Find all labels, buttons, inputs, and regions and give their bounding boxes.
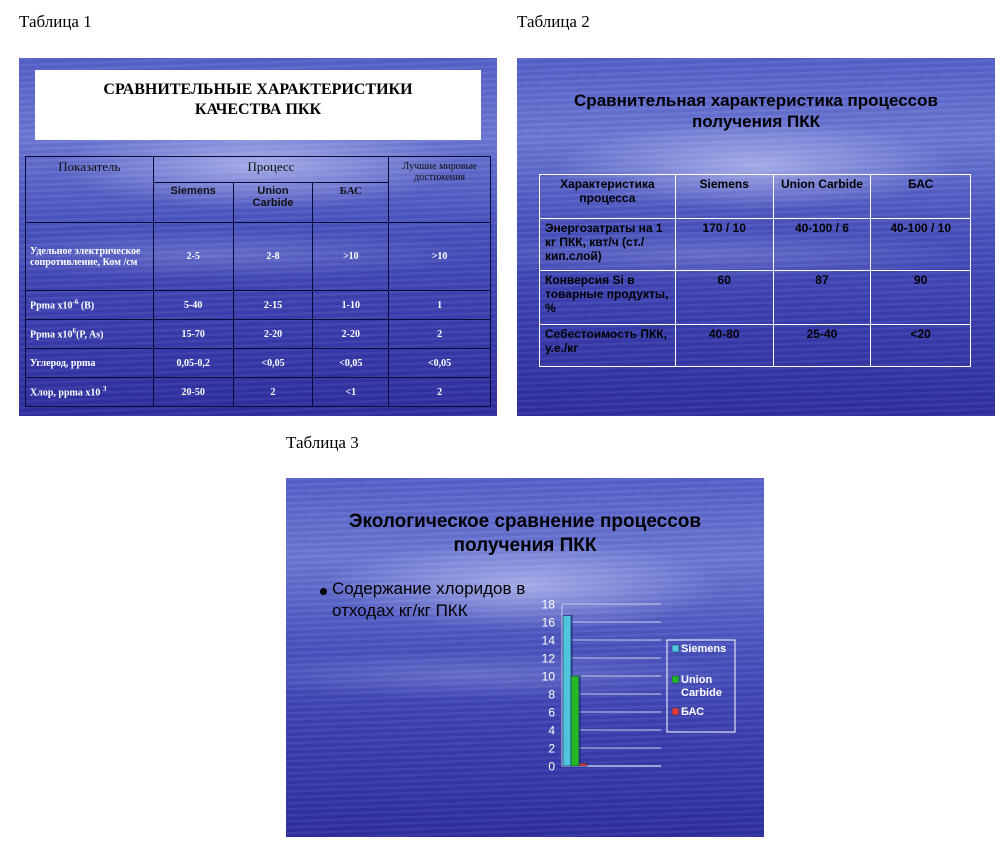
row-label-text: Ppma x10	[30, 329, 73, 341]
slide-1-title-line-1: СРАВНИТЕЛЬНЫЕ ХАРАКТЕРИСТИКИ	[103, 81, 413, 98]
cell-siemens: 60	[675, 271, 773, 325]
slide-2-title	[517, 90, 995, 132]
cell-siemens: 15-70	[153, 320, 233, 349]
cell-union: 87	[773, 271, 871, 325]
cell-siemens: 5-40	[153, 291, 233, 320]
legend-swatch	[672, 676, 679, 683]
table-row	[26, 378, 491, 407]
cell-best: 1	[389, 291, 491, 320]
bar-siemens	[563, 616, 571, 766]
y-tick-label: 12	[541, 651, 555, 666]
cell-bac: 1-10	[313, 291, 389, 320]
cell-bac: <0,05	[313, 349, 389, 378]
header-bac: БАС	[871, 175, 971, 219]
cell-union: 2-8	[233, 223, 313, 291]
header-bac: БАС	[313, 183, 389, 223]
slide-1-title	[35, 70, 481, 140]
cell-bac: <20	[871, 325, 971, 367]
bar-bac	[579, 763, 587, 766]
cell-bac: 40-100 / 10	[871, 219, 971, 271]
row-label: Себестоимость ПКК, у.е./кг	[540, 325, 676, 367]
y-tick-label: 8	[548, 687, 555, 702]
table-row	[26, 320, 491, 349]
process-table	[539, 174, 971, 367]
row-label: Углерод, ppma	[26, 349, 154, 378]
legend-label: Siemens	[681, 643, 727, 655]
cell-siemens: 40-80	[675, 325, 773, 367]
slide-1-title-line-2: КАЧЕСТВА ПКК	[194, 101, 322, 118]
bar-shadow	[579, 675, 581, 765]
row-label	[26, 378, 154, 407]
header-process: Процесс	[153, 157, 388, 183]
cell-siemens: 20-50	[153, 378, 233, 407]
header-characteristic: Характеристика процесса	[540, 175, 676, 219]
row-label-text: Ppma x10	[30, 300, 73, 312]
cell-union: 2	[233, 378, 313, 407]
slide-2-title-line-2: получения ПКК	[692, 112, 820, 131]
cell-bac: <1	[313, 378, 389, 407]
cell-union: 40-100 / 6	[773, 219, 871, 271]
row-label: Удельное электрическое сопротивление, Ком /см	[26, 223, 154, 291]
row-label-sup: 3	[102, 385, 107, 394]
cell-union: 2-20	[233, 320, 313, 349]
slide-2-title-line-1: Сравнительная характеристика процессов	[574, 91, 938, 110]
legend-label: БАС	[681, 706, 705, 718]
row-label-text: Хлор, ppma x10	[30, 387, 103, 399]
table-row	[540, 325, 971, 367]
row-label: Конверсия Si в товарные продукты, %	[540, 271, 676, 325]
caption-table-3: Таблица 3	[286, 433, 359, 452]
table-row	[26, 291, 491, 320]
cell-best: >10	[389, 223, 491, 291]
slide-3-title-line-2: получения ПКК	[453, 535, 597, 556]
cell-siemens: 2-5	[153, 223, 233, 291]
header-siemens: Siemens	[153, 183, 233, 223]
header-siemens: Siemens	[675, 175, 773, 219]
slide-process-comparison	[517, 58, 995, 416]
cell-siemens: 170 / 10	[675, 219, 773, 271]
table-row	[540, 271, 971, 325]
header-best: Лучшие мировые достижения	[389, 157, 491, 223]
y-tick-label: 18	[541, 597, 555, 612]
quality-table	[25, 156, 491, 407]
bullet-text: Содержание хлоридов в отходах кг/кг ПКК	[332, 579, 526, 620]
cell-best: 2	[389, 378, 491, 407]
caption-table-2: Таблица 2	[517, 12, 590, 31]
row-label-sup: -6	[72, 298, 79, 307]
header-union-carbide: Union Carbide	[233, 183, 313, 223]
bar-union-carbide	[571, 676, 579, 766]
header-indicator: Показатель	[26, 157, 154, 223]
row-label-sup: 6	[72, 327, 76, 336]
chloride-chart	[286, 478, 764, 837]
cell-union: 25-40	[773, 325, 871, 367]
legend-label: Union Carbide	[681, 674, 722, 699]
row-label	[26, 291, 154, 320]
table-row	[26, 349, 491, 378]
row-label-tail: (B)	[78, 300, 95, 312]
y-tick-label: 4	[548, 723, 555, 738]
table-row	[540, 219, 971, 271]
cell-bac: >10	[313, 223, 389, 291]
y-tick-label: 16	[541, 615, 555, 630]
row-label-tail: (P, As)	[76, 329, 104, 341]
y-tick-label: 10	[541, 669, 555, 684]
table-row	[26, 223, 491, 291]
cell-siemens: 0,05-0,2	[153, 349, 233, 378]
cell-union: 2-15	[233, 291, 313, 320]
bar-shadow	[587, 762, 589, 765]
y-tick-label: 0	[548, 759, 555, 774]
legend-swatch	[672, 645, 679, 652]
slide-ecological-comparison	[286, 478, 764, 837]
slide-quality-comparison	[19, 58, 497, 416]
slide-3-title-line-1: Экологическое сравнение процессов	[348, 511, 702, 532]
cell-best: <0,05	[389, 349, 491, 378]
caption-table-1: Таблица 1	[19, 12, 92, 31]
y-tick-label: 14	[541, 633, 555, 648]
header-union-carbide: Union Carbide	[773, 175, 871, 219]
row-label: Энергозатраты на 1 кг ПКК, квт/ч (ст./кип.слой)	[540, 219, 676, 271]
y-tick-label: 2	[548, 741, 555, 756]
row-label	[26, 320, 154, 349]
y-tick-label: 6	[548, 705, 555, 720]
cell-bac: 2-20	[313, 320, 389, 349]
legend-swatch	[672, 708, 679, 715]
cell-bac: 90	[871, 271, 971, 325]
cell-union: <0,05	[233, 349, 313, 378]
cell-best: 2	[389, 320, 491, 349]
